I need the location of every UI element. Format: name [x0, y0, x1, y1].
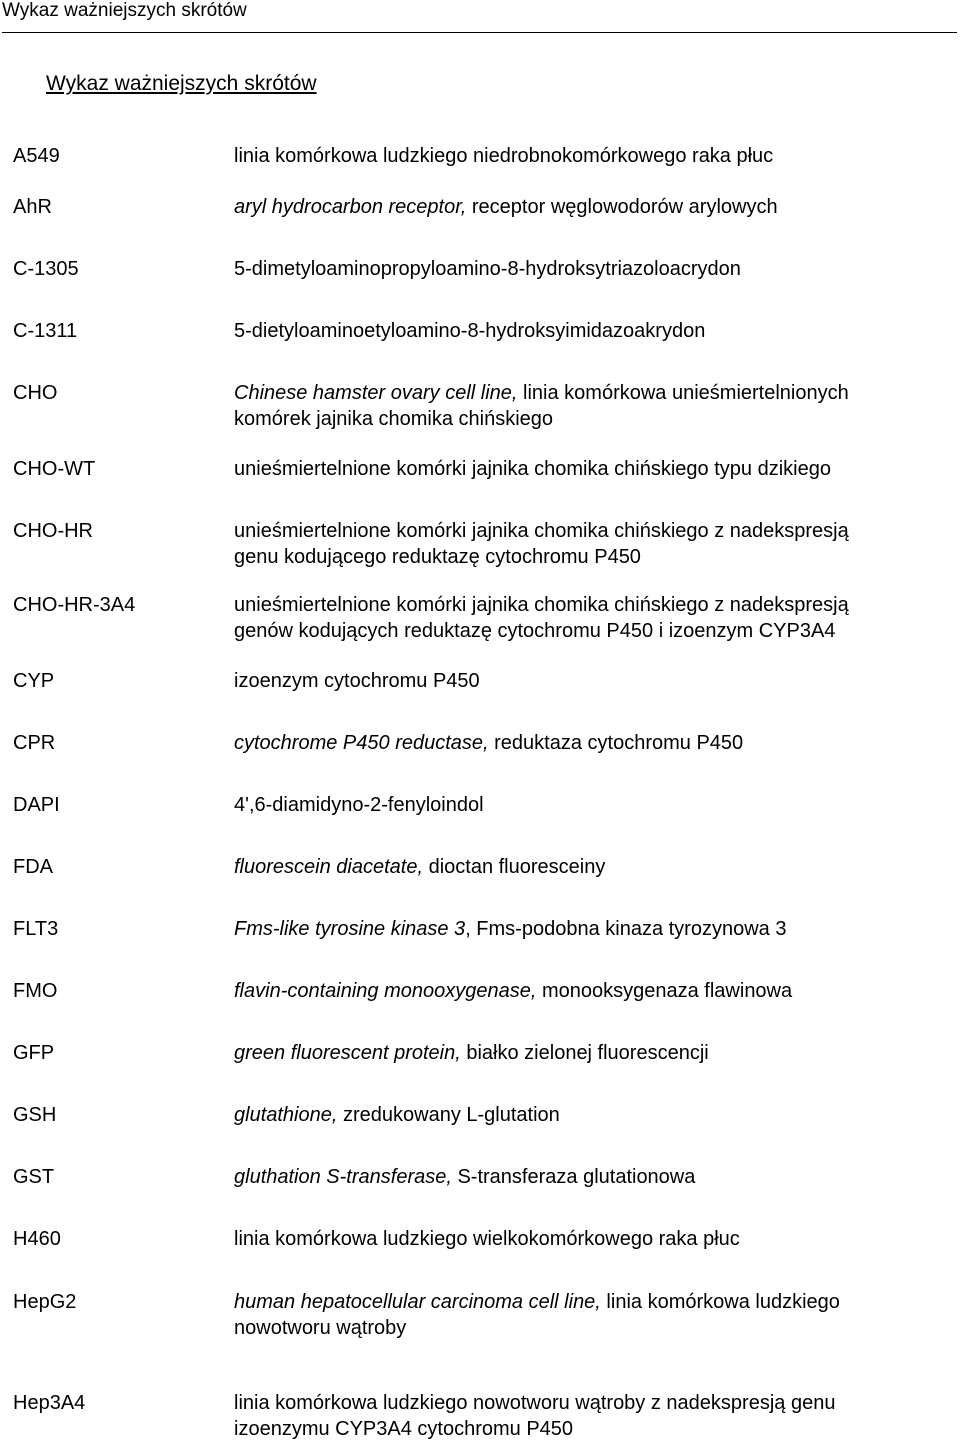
- definition: aryl hydrocarbon receptor, receptor węglowodorów arylowych: [234, 196, 778, 218]
- definition: Fms-like tyrosine kinase 3, Fms-podobna kinaza tyrozynowa 3: [234, 918, 787, 940]
- definition: Chinese hamster ovary cell line, linia komórkowa unieśmiertelnionych komórek jajnika chomika chińskiego: [234, 382, 849, 430]
- definition: izoenzym cytochromu P450: [234, 670, 480, 692]
- abbreviation: CHO-HR-3A4: [13, 594, 136, 616]
- definition: 4',6-diamidyno-2-fenyloindol: [234, 794, 484, 816]
- abbreviation: C-1305: [13, 258, 79, 280]
- abbreviation: GSH: [13, 1104, 57, 1126]
- header-divider: [2, 32, 957, 33]
- definition: glutathione, zredukowany L-glutation: [234, 1104, 560, 1126]
- definition: unieśmiertelnione komórki jajnika chomika chińskiego typu dzikiego: [234, 458, 831, 480]
- abbreviation: A549: [13, 145, 60, 167]
- abbreviation: FLT3: [13, 918, 59, 940]
- running-header: Wykaz ważniejszych skrótów: [2, 0, 247, 21]
- definition: linia komórkowa ludzkiego nowotworu wątroby z nadekspresją genu izoenzymu CYP3A4 cytochromu P450: [234, 1392, 836, 1440]
- definition: 5-dimetyloaminopropyloamino-8-hydroksytriazoloacrydon: [234, 258, 741, 280]
- abbreviation: CHO-WT: [13, 458, 96, 480]
- abbreviation: GST: [13, 1166, 55, 1188]
- abbreviation: FDA: [13, 856, 53, 878]
- definition: unieśmiertelnione komórki jajnika chomika chińskiego z nadekspresją genu kodującego reduktazę cytochromu P450: [234, 520, 849, 568]
- abbreviation: CYP: [13, 670, 55, 692]
- definition: cytochrome P450 reductase, reduktaza cytochromu P450: [234, 732, 744, 754]
- page-title: Wykaz ważniejszych skrótów: [46, 72, 317, 95]
- abbreviation: Hep3A4: [13, 1392, 86, 1414]
- abbreviation: FMO: [13, 980, 58, 1002]
- abbreviation: DAPI: [13, 794, 60, 816]
- definition: 5-dietyloaminoetyloamino-8-hydroksyimidazoakrydon: [234, 320, 706, 342]
- definition: gluthation S-transferase, S-transferaza glutationowa: [234, 1166, 696, 1188]
- abbreviation: CHO: [13, 382, 58, 404]
- definition: green fluorescent protein, białko zielonej fluorescencji: [234, 1042, 709, 1064]
- definition: human hepatocellular carcinoma cell line, linia komórkowa ludzkiego nowotworu wątroby: [234, 1291, 840, 1339]
- definition: unieśmiertelnione komórki jajnika chomika chińskiego z nadekspresją genów kodujących reduktazę cytochromu P450 i izoenzym CYP3A4: [234, 594, 849, 642]
- definition: linia komórkowa ludzkiego wielkokomórkowego raka płuc: [234, 1228, 740, 1250]
- abbreviation: H460: [13, 1228, 61, 1250]
- definition: flavin-containing monooxygenase, monooksygenaza flawinowa: [234, 980, 793, 1002]
- abbreviation: C-1311: [13, 320, 78, 342]
- definition: fluorescein diacetate, dioctan fluoresceiny: [234, 856, 606, 878]
- abbreviation: CHO-HR: [13, 520, 93, 542]
- abbreviation: AhR: [13, 196, 52, 218]
- abbreviation: CPR: [13, 732, 56, 754]
- abbreviation: HepG2: [13, 1291, 77, 1313]
- abbreviation: GFP: [13, 1042, 55, 1064]
- definition: linia komórkowa ludzkiego niedrobnokomórkowego raka płuc: [234, 145, 774, 167]
